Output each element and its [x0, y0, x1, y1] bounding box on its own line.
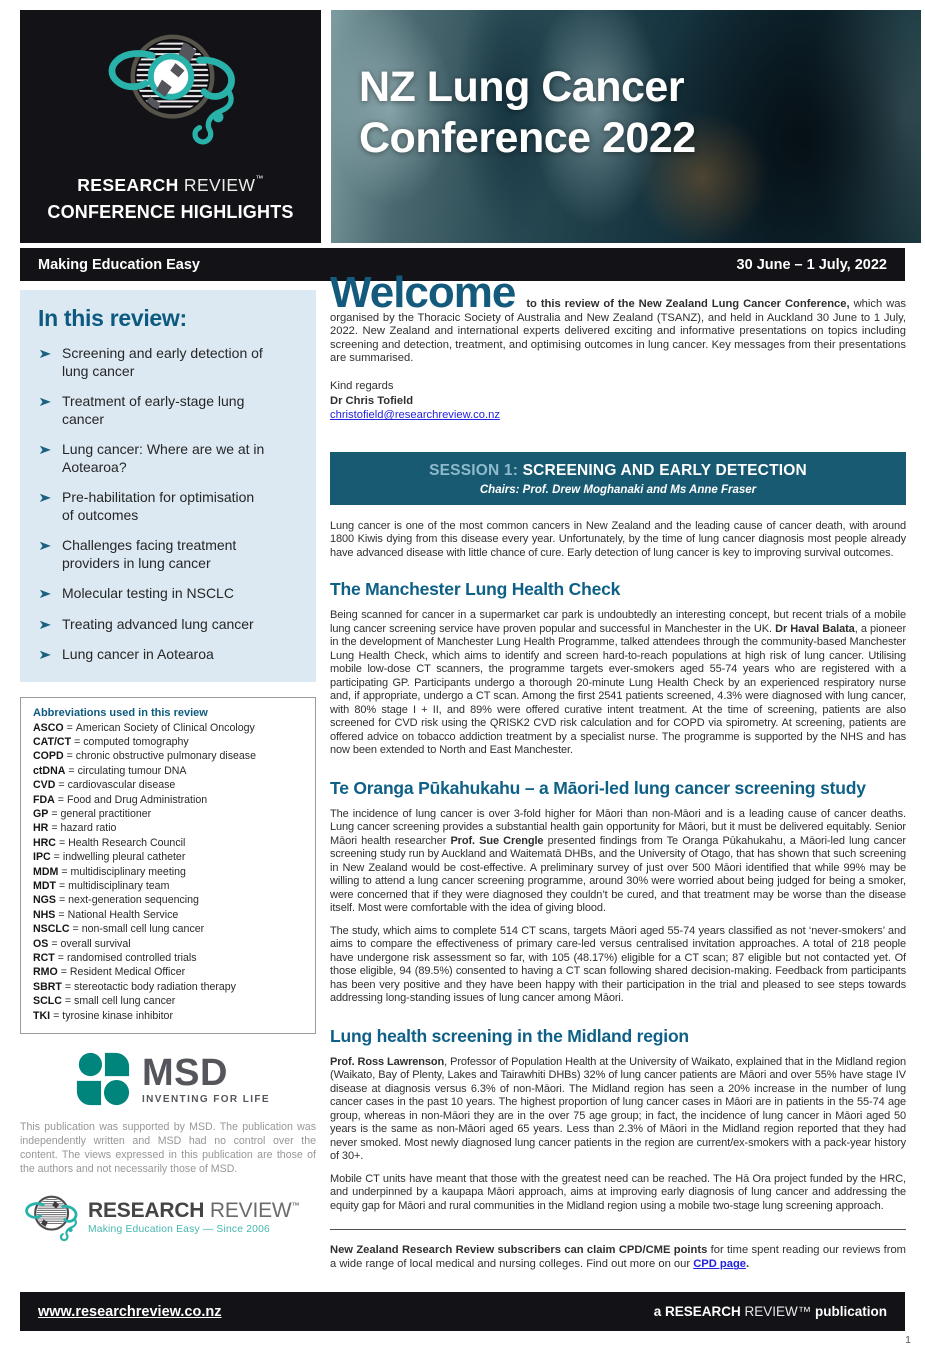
signature-block	[330, 379, 906, 423]
chevron-arrow-icon: ➤	[38, 346, 52, 361]
chevron-arrow-icon: ➤	[38, 490, 52, 505]
section-divider	[330, 1229, 906, 1230]
abbreviation-row: NSCLC = non-small cell lung cancer	[33, 923, 205, 936]
review-topic-item: ➤ Challenges facing treatment providers in lung cancer	[38, 537, 237, 571]
research-review-globe-stethoscope-icon	[96, 24, 246, 148]
abbreviation-row: HRC = Health Research Council	[33, 836, 186, 849]
kind-regards: Kind regards	[330, 379, 394, 392]
abbreviations-box	[20, 697, 316, 1035]
research-review-footer-logo	[20, 1189, 316, 1245]
abbreviations-title: Abbreviations used in this review	[33, 706, 208, 719]
abbreviation-row: NHS = National Health Service	[33, 908, 179, 921]
article-heading-midland: Lung health screening in the Midland region	[330, 1025, 689, 1046]
abbreviation-row: RCT = randomised controlled trials	[33, 952, 197, 964]
brand-tagline: Making Education Easy — Since 2006	[88, 1223, 270, 1235]
abbreviation-row: CVD = cardiovascular disease	[33, 779, 176, 792]
review-topic-item: ➤ Pre-habilitation for optimisation of outcomes	[38, 489, 255, 523]
author-email-link[interactable]: christofield@researchreview.co.nz	[330, 409, 500, 422]
website-link[interactable]: www.researchreview.co.nz	[38, 1303, 222, 1320]
abbreviation-row: FDA = Food and Drug Administration	[33, 793, 208, 806]
abbreviation-row: MDM = multidisciplinary meeting	[33, 865, 186, 878]
review-topic-item: ➤ Treating advanced lung cancer	[38, 615, 254, 632]
abbreviation-row: HR = hazard ratio	[33, 822, 117, 835]
cpd-page-link[interactable]: CPD page	[693, 1258, 747, 1271]
review-topic-item: ➤ Screening and early detection of lung cancer	[38, 345, 263, 379]
in-this-review-title: In this review:	[38, 305, 187, 331]
welcome-paragraph: Welcome to this review of the New Zealand Lung Cancer Conference, which was organised by the Thoracic Society of Australia and New Zealand (TSANZ), and held in Auckland 30 June to 1 July, 2022. New Zealand and international experts delivered exciting and informative presentations on topics including screening and detection, treatment, and optimising outcomes in lung cancer. Key messages from their presentations are summarised.	[330, 268, 907, 365]
review-topic-item: ➤ Lung cancer: Where are we at in Aotearoa?	[38, 441, 265, 475]
main-content	[330, 268, 907, 1272]
session-chairs: Chairs: Prof. Drew Moghanaki and Ms Anne Fraser	[479, 483, 757, 496]
session-title: SCREENING AND EARLY DETECTION	[522, 461, 807, 479]
in-this-review-box	[20, 290, 316, 682]
msd-wordmark: MSD	[142, 1052, 228, 1095]
banner-image	[331, 10, 921, 243]
msd-tagline: INVENTING FOR LIFE	[142, 1094, 270, 1106]
abbreviation-row: SBRT = stereotactic body radiation therapy	[33, 980, 236, 993]
abbreviation-row: ASCO = American Society of Clinical Oncology	[33, 721, 255, 734]
cpd-note: New Zealand Research Review subscribers can claim CPD/CME points for time spent reading our reviews from a wide range of local medical and nursing colleges. Find out more on our CPD page.	[330, 1244, 906, 1271]
abbreviations-list	[33, 721, 303, 1024]
footer-bar	[20, 1292, 905, 1331]
article-paragraph: Prof. Ross Lawrenson, Professor of Population Health at the University of Waikato, explained that in the Midland region (Waikato, Bay of Plenty, Lakes and Tairawhiti DHBs) 32% of lung cancer patients are Māori and over 55% have stage IV disease at diagnosis versus 6.3% of non-Māori. The Midland region has seen a 20% increase in the number of lung cancer cases in the past 10 years. The highest proportion of lung cancer cases in Māori are in patients in the 55-74 age group, whereas in non-Māori they are in the over 75 age group; in fact, the incidence of lung cancer in Māori aged 50 years is the same as non-Māori aged 65 years. Less than 2.3% of Māori in the Midland region reported that they had never smoked. Most newly diagnosed lung cancer patients in the region are current/ex-smokers with a pack-year history of 30+.	[330, 1055, 906, 1163]
article-heading-manchester: The Manchester Lung Health Check	[330, 579, 621, 600]
article-paragraph: Being scanned for cancer in a supermarket car park is undoubtedly an interesting concept, but recent trials of a mobile lung cancer screening service have proven popular and successful in Manchester in the UK. Dr Haval Balata, a pioneer in the development of Manchester Lung Health Programme, talked attendees through the community-based Manchester Lung Health Check, which aims to identify and screen hard-to-reach populations at high risk of lung cancer. Utilising mobile low-dose CT scanners, the programme targets ever-smokers aged 55-74 years who are registered with a participating GP. Participants undergo a thorough 20-minute Lung Health Check by an experienced respiratory nurse and, if appropriate, undergo a CT scan. Among the first 2541 patients screened, 4.3% were diagnosed with lung cancer, with 80% stage I + II, and 89% were offered curative intent treatment. At the time of screening, patients are also screened for CVD risk using the QRISK2 CVD risk calculation and for COPD via spirometry. At screening, patients are offered advice on tobacco addiction treatment by a specialist nurse. The programme is supported by the NHS and has now been extended to North and East Manchester.	[330, 609, 907, 757]
abbreviation-row: GP = general practitioner	[33, 807, 152, 820]
session-1-header	[330, 452, 906, 505]
abbreviation-row: RMO = Resident Medical Officer	[33, 966, 186, 979]
conference-dates: 30 June – 1 July, 2022	[736, 256, 887, 273]
making-education-easy-label: Making Education Easy	[38, 256, 200, 273]
publication-credit: a RESEARCH REVIEW™ publication	[653, 1304, 887, 1319]
abbreviation-row: CAT/CT = computed tomography	[33, 735, 189, 748]
chevron-arrow-icon: ➤	[38, 647, 52, 662]
abbreviation-row: MDT = multidisciplinary team	[33, 879, 170, 892]
session-intro-paragraph: Lung cancer is one of the most common cancers in New Zealand and the leading cause of cancer death, with around 1800 Kiwis dying from this disease every year. Unfortunately, by the time of lung cancer diagnosis most people already have advanced disease with little chance of cure. Early detection of lung cancer is key to improving survival outcomes.	[330, 519, 906, 559]
chevron-arrow-icon: ➤	[38, 616, 52, 632]
chevron-arrow-icon: ➤	[38, 538, 52, 553]
review-topic-item: ➤ Molecular testing in NSCLC	[38, 585, 234, 601]
chevron-arrow-icon: ➤	[38, 394, 52, 409]
chevron-arrow-icon: ➤	[38, 586, 52, 601]
msd-sponsor-block	[20, 1050, 316, 1108]
sidebar	[20, 290, 316, 1245]
brand-wordmark: RESEARCH REVIEW™	[88, 1198, 300, 1222]
abbreviation-row: TKI = tyrosine kinase inhibitor	[33, 1009, 173, 1022]
brand-wordmark: RESEARCH REVIEW™	[77, 174, 264, 195]
research-review-logo-box	[20, 10, 321, 243]
abbreviation-row: COPD = chronic obstructive pulmonary disease	[33, 750, 256, 763]
article-heading-te-oranga: Te Oranga Pūkahukahu – a Māori-led lung cancer screening study	[330, 777, 866, 798]
review-topics-list	[38, 345, 298, 664]
chevron-arrow-icon: ➤	[38, 442, 52, 457]
page-number: 1	[905, 1334, 911, 1346]
msd-logo-icon	[74, 1050, 132, 1108]
research-review-globe-stethoscope-icon	[20, 1189, 82, 1245]
article-paragraph: Mobile CT units have meant that those with the greatest need can be reached. The Hā Ora project funded by the HRC, and underpinned by a kaupapa Māori approach, aims at improving early diagnosis of lung cancer and addressing the equity gap for Māori and rural communities in the Midland region using a mobile two-stage lung screening approach.	[330, 1172, 906, 1212]
abbreviation-row: IPC = indwelling pleural catheter	[33, 851, 186, 864]
article-paragraph: The study, which aims to complete 514 CT scans, targets Māori aged 55-74 years classified as not ‘never-smokers’ and aims to compare the effectiveness of primary care-led versus centralised invitation approaches. A total of 218 people have undergone risk assessment so far, with 105 (48.17%) eligible for a CT scan; 87 eligible but not contacted yet. Of those eligible, 94 (89.5%) consented to having a CT scan following shared decision-making. Feedback from participants has been very positive and they have been happy with their participation in the trial and pleased to see steps towards addressing long-standing issues of lung cancer among Māori.	[330, 924, 906, 1005]
session-number-label: SESSION 1:	[429, 461, 523, 479]
abbreviation-row: SCLC = small cell lung cancer	[33, 995, 176, 1008]
review-topic-item: ➤ Lung cancer in Aotearoa	[38, 646, 214, 662]
review-topic-item: ➤ Treatment of early-stage lung cancer	[38, 393, 245, 427]
banner-title: NZ Lung Cancer Conference 2022	[359, 63, 696, 162]
abbreviation-row: NGS = next-generation sequencing	[33, 894, 199, 907]
abbreviation-row: ctDNA = circulating tumour DNA	[33, 764, 187, 777]
article-paragraph: The incidence of lung cancer is over 3-fold higher for Māori than non-Māori and is a leading cause of cancer deaths. Lung cancer screening provides a substantial health gain opportunity for Māori, but it must be delivered equitably. Senior Māori health researcher Prof. Sue Crengle presented findings from Te Oranga Pūkahukahu, a Māori-led lung cancer screening study run by Auckland and Waitematā DHBs, and the University of Otago, that has shown that such screening in New Zealand would be cost-effective. A preliminary survey of just over 500 Māori identified that while 99% may be willing to attend a lung cancer screening programme, around 30% were worried about being judged for being a smoker, were concerned that if they were diagnosed they couldn’t be cured, and that treatment may be worse than the disease itself. Most were comfortable with the idea of giving blood.	[330, 807, 906, 915]
author-name: Dr Chris Tofield	[330, 394, 414, 407]
abbreviation-row: OS = overall survival	[33, 937, 131, 950]
conference-highlights-label: CONFERENCE HIGHLIGHTS	[47, 202, 294, 222]
sponsor-disclaimer: This publication was supported by MSD. The publication was independently written and MSD had no control over the content. The views expressed in this publication are those of the authors and not necessarily those of MSD.	[20, 1121, 316, 1175]
